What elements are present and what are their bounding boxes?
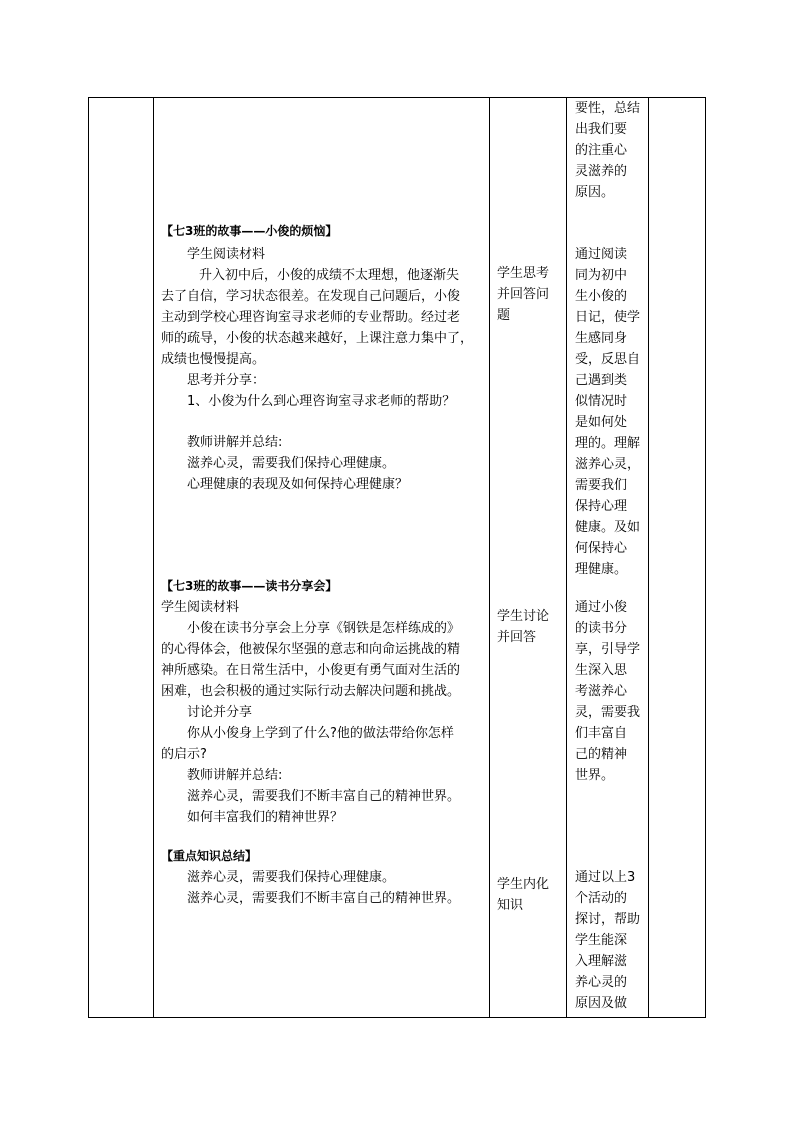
text-line: 题 xyxy=(497,308,511,323)
text-line: 似情况时 xyxy=(575,394,628,409)
text-line: 的注重心 xyxy=(575,143,628,158)
text-line: 学生内化 xyxy=(497,877,550,892)
student-activity xyxy=(497,606,567,648)
activity-label: 讨论并分享 xyxy=(187,705,253,720)
question: 的启示? xyxy=(161,747,207,762)
text-line: 通过小俊 xyxy=(575,600,628,615)
design-intent xyxy=(575,597,647,786)
summary-line: 心理健康的表现及如何保持心理健康？ xyxy=(187,477,409,492)
activity-label: 思考并分享： xyxy=(187,373,266,388)
text-line: 理的。理解 xyxy=(575,436,641,451)
text-line: 原因。 xyxy=(575,185,615,200)
text-line: 探讨，帮助 xyxy=(575,912,641,927)
text-line: 灵滋养的 xyxy=(575,164,628,179)
text-line: 何保持心 xyxy=(575,541,628,556)
text-line: 生小俊的 xyxy=(575,289,628,304)
column-divider xyxy=(648,98,649,1017)
text-line: 世界。 xyxy=(575,768,615,783)
paragraph-line: 困难，也会积极的通过实际行动去解决问题和挑战。 xyxy=(161,684,461,699)
column-divider xyxy=(489,98,490,1017)
text-line: 灵，需要我 xyxy=(575,705,641,720)
activity-label: 学生阅读材料 xyxy=(187,247,266,262)
text-line: 并回答问 xyxy=(497,287,550,302)
text-line: 个活动的 xyxy=(575,891,628,906)
summary-line: 滋养心灵，需要我们保持心理健康。 xyxy=(187,456,396,471)
text-line: 需要我们 xyxy=(575,478,628,493)
lesson-plan-table xyxy=(88,97,706,1018)
paragraph-line: 神所感染。在日常生活中，小俊更有勇气面对生活的 xyxy=(161,663,461,678)
text-line: 同为初中 xyxy=(575,268,628,283)
section-heading: 【重点知识总结】 xyxy=(161,849,258,863)
text-line: 受，反思自 xyxy=(575,352,641,367)
text-line: 理健康。 xyxy=(575,562,628,577)
text-line: 生感同身 xyxy=(575,331,628,346)
text-line: 学生思考 xyxy=(497,266,550,281)
paragraph-line: 升入初中后，小俊的成绩不太理想，他逐渐失 xyxy=(199,268,460,283)
activity-label: 教师讲解并总结: xyxy=(187,435,283,450)
text-line: 出我们要 xyxy=(575,122,628,137)
activity-label: 教师讲解并总结: xyxy=(187,768,283,783)
paragraph-line: 成绩也慢慢提高。 xyxy=(161,352,266,367)
text-line: 要性，总结 xyxy=(575,101,641,116)
text-line: 滋养心灵， xyxy=(575,457,641,472)
student-activity xyxy=(497,263,567,326)
summary-line: 滋养心灵，需要我们不断丰富自己的精神世界。 xyxy=(187,789,461,804)
question: 你从小俊身上学到了什么?他的做法带给你怎样 xyxy=(187,726,454,741)
paragraph-line: 主动到学校心理咨询室寻求老师的专业帮助。经过老 xyxy=(161,310,461,325)
student-activity xyxy=(497,874,567,916)
text-line: 日记，使学 xyxy=(575,310,641,325)
text-line: 己遇到类 xyxy=(575,373,628,388)
paragraph-line: 的心得体会，他被保尔坚强的意志和向命运挑战的精 xyxy=(161,642,461,657)
text-line: 通过阅读 xyxy=(575,247,628,262)
text-line: 是如何处 xyxy=(575,415,628,430)
section-heading: 【七3班的故事——小俊的烦恼】 xyxy=(161,224,338,238)
text-line: 己的精神 xyxy=(575,747,628,762)
text-line: 知识 xyxy=(497,898,524,913)
paragraph-line: 师的疏导，小俊的状态越来越好，上课注意力集中了， xyxy=(161,331,474,346)
section-heading: 【七3班的故事——读书分享会】 xyxy=(161,579,338,593)
text-line: 的读书分 xyxy=(575,621,628,636)
text-line: 保持心理 xyxy=(575,499,628,514)
text-line: 健康。及如 xyxy=(575,520,641,535)
text-line: 原因及做 xyxy=(575,996,628,1011)
text-line: 生深入思 xyxy=(575,663,628,678)
design-intent xyxy=(575,244,647,580)
design-intent xyxy=(575,867,647,1014)
summary-line: 滋养心灵，需要我们不断丰富自己的精神世界。 xyxy=(187,891,461,906)
question: 1、小俊为什么到心理咨询室寻求老师的帮助？ xyxy=(187,394,456,409)
text-line: 养心灵的 xyxy=(575,975,628,990)
text-line: 通过以上3 xyxy=(575,870,636,885)
paragraph-line: 小俊在读书分享会上分享《钢铁是怎样练成的》 xyxy=(187,621,461,636)
text-line: 享，引导学 xyxy=(575,642,641,657)
summary-line: 滋养心灵，需要我们保持心理健康。 xyxy=(187,870,396,885)
column-divider xyxy=(153,98,154,1017)
text-line: 学生能深 xyxy=(575,933,628,948)
text-line: 们丰富自 xyxy=(575,726,628,741)
text-line: 入理解滋 xyxy=(575,954,628,969)
text-line: 并回答 xyxy=(497,630,537,645)
goal-text-continued xyxy=(575,98,647,203)
activity-label: 学生阅读材料 xyxy=(161,600,240,615)
paragraph-line: 去了自信，学习状态很差。在发现自己问题后，小俊 xyxy=(161,289,461,304)
summary-line: 如何丰富我们的精神世界？ xyxy=(187,810,344,825)
text-line: 考滋养心 xyxy=(575,684,628,699)
text-line: 学生讨论 xyxy=(497,609,550,624)
